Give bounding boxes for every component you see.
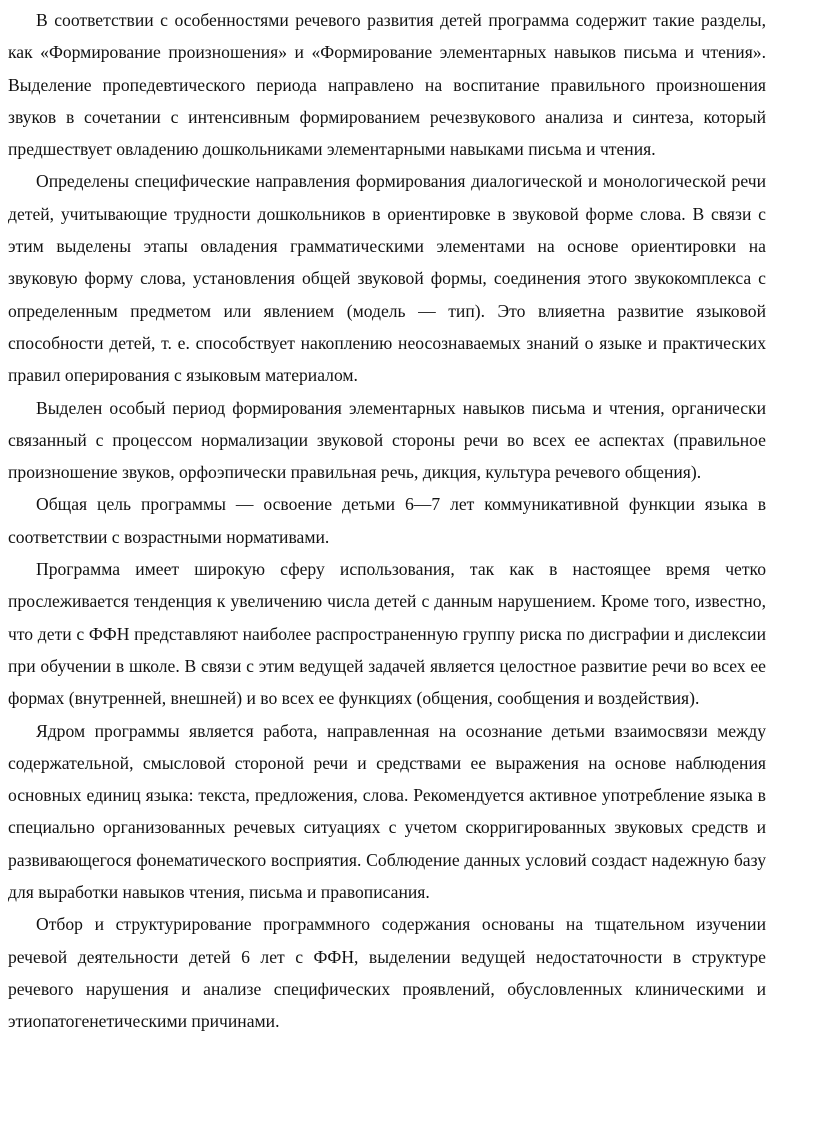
paragraph-6: Ядром программы является работа, направленная на осознание детьми взаимосвязи между содержательной, смысловой стороной речи и средствами ее выражения на основе наблюдения основных единиц языка: текста, предложения, слова. Рекомендуется активное употребление языка в специально организованных речевых ситуациях с учетом скорригированных звуковых средств и развивающегося фонематического восприятия. Соблюдение данных условий создаст надежную базу для выработки навыков чтения, письма и правописания. bbox=[8, 720, 766, 903]
paragraph-7: Отбор и структурирование программного содержания основаны на тщательном изучении речевой деятельности детей 6 лет с ФФН, выделении ведущей недостаточности в структуре речевого нарушения и анализе специфических проявлений, обусловленных клиническими и этиопатогенетическими причинами. bbox=[8, 914, 766, 1032]
paragraph-5: Программа имеет широкую сферу использования, так как в настоящее время четко прослеживается тенденция к увеличению числа детей с данным нарушением. Кроме того, известно, что дети с ФФН представляют наиболее распространенную группу риска по дисграфии и дислексии при обучении в школе. В связи с этим ведущей задачей является целостное развитие речи во всех ее формах (внутренней, внешней) и во всех ее функциях (общения, сообщения и воздействия). bbox=[8, 559, 766, 709]
paragraph-3: Выделен особый период формирования элементарных навыков письма и чтения, органически связанный с процессом нормализации звуковой стороны речи во всех ее аспектах (правильное произношение звуков, орфоэпически правильная речь, дикция, культура речевого общения). bbox=[8, 397, 766, 483]
paragraph-4: Общая цель программы — освоение детьми 6—7 лет коммуникативной функции языка в соответствии с возрастными нормативами. bbox=[8, 494, 766, 547]
document-page bbox=[8, 4, 766, 1038]
paragraph-2: Определены специфические направления формирования диалогической и монологической речи детей, учитывающие трудности дошкольников в ориентировке в звуковой форме слова. В связи с этим выделены этапы овладения грамматическими элементами на основе ориентировки на звуковую форму слова, установления общей звуковой формы, соединения этого звукокомплекса с определенным предметом или явлением (модель — тип). Это влияетна развитие языковой способности детей, т. е. способствует накоплению неосознаваемых знаний о языке и практических правил оперирования с языковым материалом. bbox=[8, 171, 766, 386]
paragraph-1: В соответствии с особенностями речевого развития детей программа содержит такие разделы, как «Формирование произношения» и «Формирование элементарных навыков письма и чтения». Выделение пропедевтического периода направлено на воспитание правильного произношения звуков в сочетании с интенсивным формированием речезвукового анализа и синтеза, который предшествует овладению дошкольниками элементарными навыками письма и чтения. bbox=[8, 10, 766, 160]
